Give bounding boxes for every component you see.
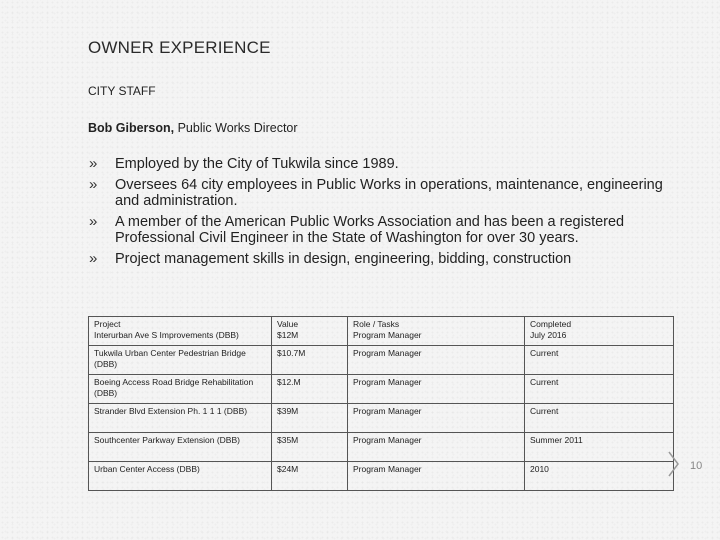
header-project: Project: [94, 319, 121, 329]
person-role: Public Works Director: [174, 121, 298, 135]
projects-table: [88, 316, 674, 491]
cell-completed: Current: [525, 346, 674, 375]
cell-value: $10.7M: [272, 346, 348, 375]
cell-role: Program Manager: [348, 404, 525, 433]
header-role: Role / Tasks: [353, 319, 400, 329]
person-name: Bob Giberson,: [88, 121, 175, 135]
cell-role: Program Manager: [348, 375, 525, 404]
cell-value: $39M: [272, 404, 348, 433]
cell-project: Boeing Access Road Bridge Rehabilitation (DBB): [89, 375, 272, 404]
cell-role: Program Manager: [348, 346, 525, 375]
cell-project: Southcenter Parkway Extension (DBB): [89, 433, 272, 462]
chevron-icon: »: [89, 175, 98, 193]
header-value: Value: [277, 319, 299, 329]
experience-bullets: [88, 156, 668, 271]
table-row: [89, 346, 674, 375]
cell-completed: Current: [525, 375, 674, 404]
page-marker-icon: [667, 450, 681, 478]
cell-role: Program Manager: [353, 330, 422, 340]
cell-project: Strander Blvd Extension Ph. 1 1 1 (DBB): [89, 404, 272, 433]
chevron-icon: »: [89, 212, 98, 230]
table-cell: [272, 317, 348, 346]
table-header-row: [89, 317, 674, 346]
cell-completed: 2010: [525, 462, 674, 491]
table-row: [89, 462, 674, 491]
table-row: [89, 404, 674, 433]
cell-value: $12M: [277, 330, 299, 340]
bullet-item: [88, 156, 668, 173]
table-cell: [89, 317, 272, 346]
cell-completed: Summer 2011: [525, 433, 674, 462]
bullet-item: [88, 251, 668, 268]
cell-project: Tukwila Urban Center Pedestrian Bridge (DBB): [89, 346, 272, 375]
cell-value: $24M: [272, 462, 348, 491]
cell-value: $35M: [272, 433, 348, 462]
bullet-text: Project management skills in design, engineering, bidding, construction: [115, 250, 572, 267]
cell-completed: July 2016: [530, 330, 567, 340]
table-cell: [348, 317, 525, 346]
header-completed: Completed: [530, 319, 572, 329]
cell-role: Program Manager: [348, 433, 525, 462]
table-row: [89, 375, 674, 404]
cell-role: Program Manager: [348, 462, 525, 491]
bullet-text: A member of the American Public Works Association and has been a registered Professional Civil Engineer in the State of Washington for over 30 years.: [115, 213, 625, 246]
table-row: [89, 433, 674, 462]
chevron-icon: »: [89, 249, 98, 267]
table-cell: [525, 317, 674, 346]
cell-value: $12.M: [272, 375, 348, 404]
cell-completed: Current: [525, 404, 674, 433]
slide-title: OWNER EXPERIENCE: [88, 38, 271, 57]
chevron-icon: »: [89, 155, 98, 172]
person-line: [88, 121, 298, 135]
section-label: CITY STAFF: [88, 84, 156, 98]
cell-project: Urban Center Access (DBB): [89, 462, 272, 491]
bullet-text: Oversees 64 city employees in Public Works in operations, maintenance, engineering and administration.: [115, 176, 663, 209]
bullet-item: [88, 214, 668, 247]
bullet-text: Employed by the City of Tukwila since 1989.: [115, 156, 399, 172]
page-number: 10: [690, 460, 703, 472]
cell-project: Interurban Ave S Improvements (DBB): [94, 330, 239, 340]
bullet-item: [88, 177, 668, 210]
